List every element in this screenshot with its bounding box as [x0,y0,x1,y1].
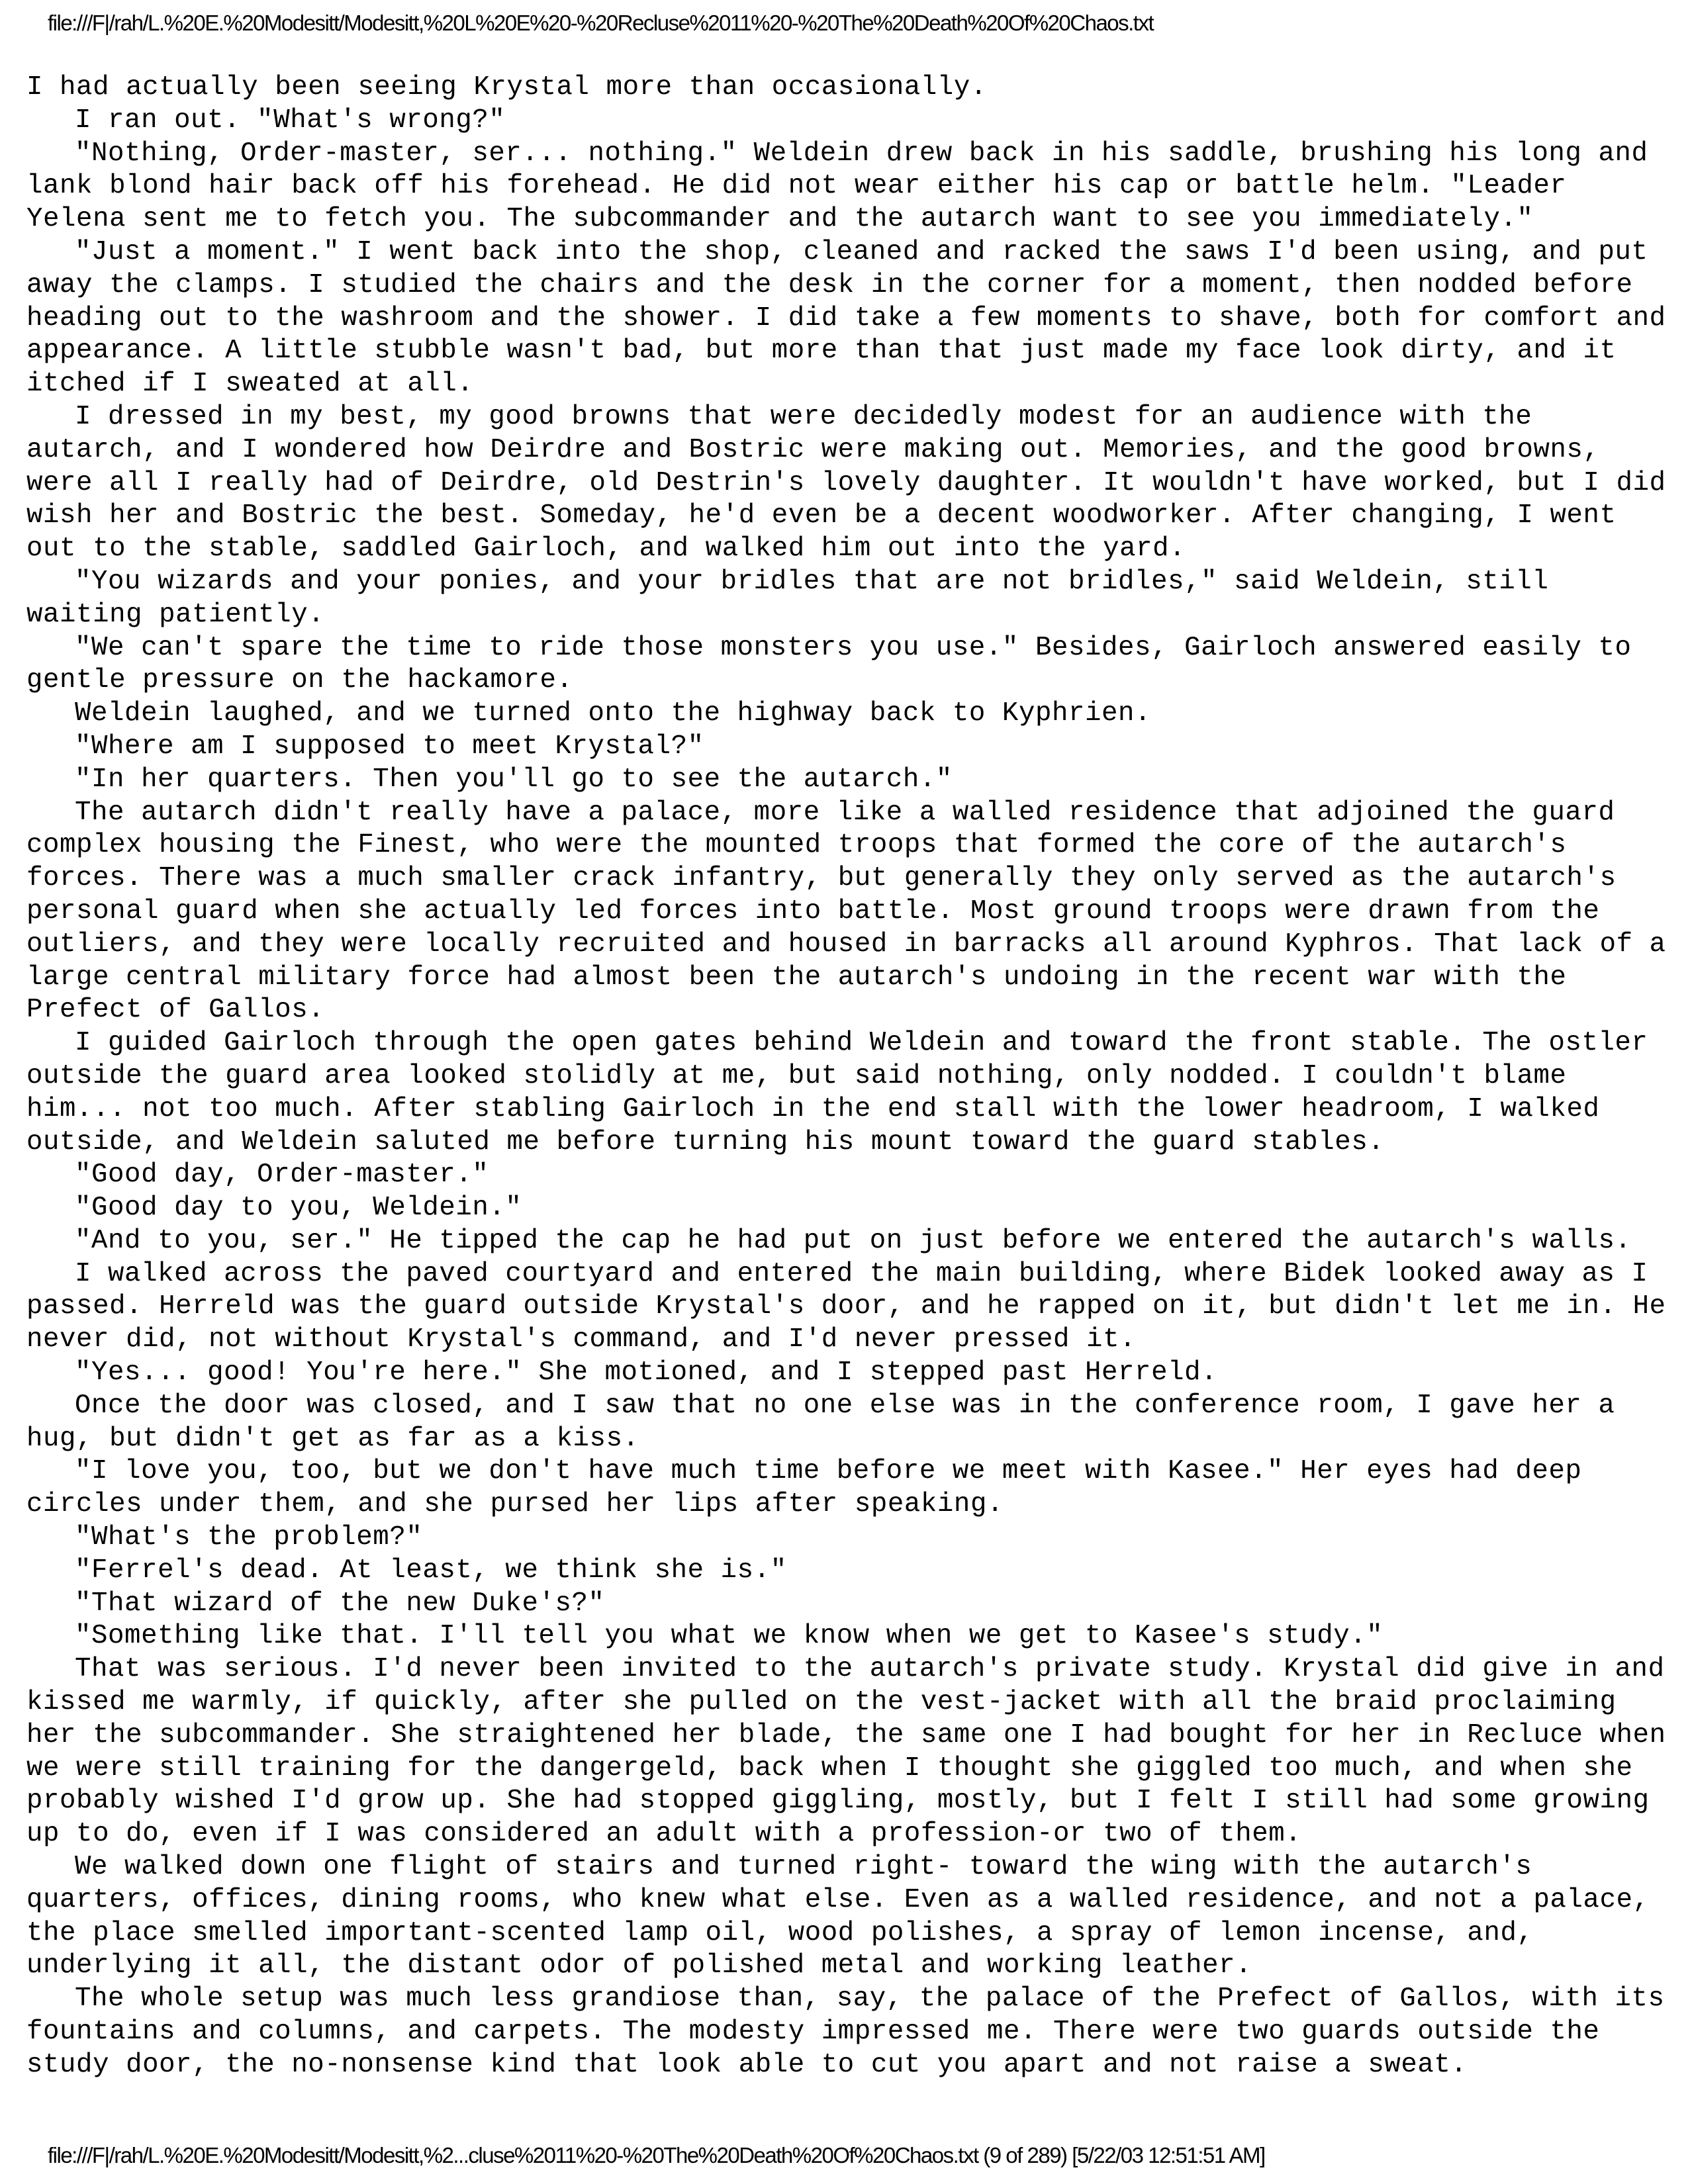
paragraph: The whole setup was much less grandiose than, say, the palace of the Prefect of Gallos, with its fountains and columns, and carpets. The modesty impressed me. There were two guards outside the study door, the no-nonsense kind that look able to cut you apart and not raise a sweat. [26,1983,1681,2080]
paragraph: "We can't spare the time to ride those monsters you use." Besides, Gairloch answered easily to gentle pressure on the hackamore. [26,632,1648,696]
page-footer-url: file:///F|/rah/L.%20E.%20Modesitt/Modesitt,%2...cluse%2011%20-%20The%20Death%20Of%20Chaos.txt (9 of 289) [5/22/03 12:51:51 AM] [48,2143,1265,2167]
paragraph: That was serious. I'd never been invited to the autarch's private study. Krystal did give in and kissed me warmly, if quickly, after she pulled on the vest-jacket with all the braid proclaiming her the subcommander. She straightened her blade, the same one I had bought for her in Recluce when we were still training for the dangergeld, back when I thought she giggled too much, and when she probably wished I'd grow up. She had stopped giggling, mostly, but I felt I still had some growing up to do, even if I was considered an adult with a profession-or two of them. [26,1654,1683,1850]
paragraph: "Just a moment." I went back into the shop, cleaned and racked the saws I'd been using, and put away the clamps. I studied the chairs and the desk in the corner for a moment, then nodded before heading out to the washroom and the shower. I did take a few moments to shave, both for comfort and appearance. A little stubble wasn't bad, but more than that just made my face look dirty, and it itched if I sweated at all. [26,236,1683,400]
paragraph: The autarch didn't really have a palace, more like a walled residence that adjoined the guard complex housing the Finest, who were the mounted troops that formed the core of the autarch's forces. There was a much smaller crack infantry, but generally they only served as the autarch's personal guard when she actually led forces into battle. Most ground troops were drawn from the outliers, and they were locally recruited and housed in barracks all around Kyphros. That lack of a large central military force had almost been the autarch's undoing in the recent war with the Prefect of Gallos. [26,797,1683,1026]
paragraph: "Good day, Order-master." [75,1160,489,1191]
paragraph: I walked across the paved courtyard and entered the main building, where Bidek looked away as I passed. Herreld was the guard outside Krystal's door, and he rapped on it, but didn't let me in. He never did, not without Krystal's command, and I'd never pressed it. [26,1258,1683,1355]
paragraph: "That wizard of the new Duke's?" [75,1588,605,1619]
paragraph: "You wizards and your ponies, and your bridles that are not bridles," said Weldein, still waiting patiently. [26,566,1566,630]
paragraph: "Where am I supposed to meet Krystal?" [75,731,704,762]
paragraph: I guided Gairloch through the open gates behind Weldein and toward the front stable. The ostler outside the guard area looked stolidly at me, but said nothing, only nodded. I couldn't blame him... not too much. After stabling Gairloch in the end stall with the lower headroom, I walked outside, and Weldein saluted me before turning his mount toward the guard stables. [26,1028,1665,1158]
paragraph: Weldein laughed, and we turned onto the highway back to Kyphrien. [75,698,1152,729]
paragraph: "Yes... good! You're here." She motioned, and I stepped past Herreld. [75,1357,1218,1388]
paragraph: We walked down one flight of stairs and turned right- toward the wing with the autarch's quarters, offices, dining rooms, who knew what else. Even as a walled residence, and not a palace, the place smelled important-scented lamp oil, wood polishes, a spray of lemon incense, and, underlying it all, the distant odor of polished metal and working leather. [26,1852,1666,1981]
paragraph: "Good day to you, Weldein." [75,1193,522,1224]
paragraph: Once the door was closed, and I saw that no one else was in the conference room, I gave her a hug, but didn't get as far as a kiss. [26,1390,1632,1454]
paragraph: I dressed in my best, my good browns that were decidedly modest for an audience with the autarch, and I wondered how Deirdre and Bostric were making out. Memories, and the good browns, were all I really had of Deirdre, old Destrin's lovely daughter. It wouldn't have worked, but I did wish her and Bostric the best. Someday, he'd even be a decent woodworker. After changing, I went out to the stable, saddled Gairloch, and walked him out into the yard. [26,401,1683,565]
paragraph: "Nothing, Order-master, ser... nothing." Weldein drew back in his saddle, brushing his long and lank blond hair back off his forehead. He did not wear either his cap or battle helm. "Leader Yelena sent me to fetch you. The subcommander and the autarch want to see you immediately." [26,138,1665,235]
paragraph: "I love you, too, but we don't have much time before we meet with Kasee." Her eyes had deep circles under them, and she pursed her lips after speaking. [26,1456,1599,1520]
paragraph: "Something like that. I'll tell you what we know when we get to Kasee's study." [75,1621,1383,1652]
paragraph: "And to you, ser." He tipped the cap he had put on just before we entered the autarch's walls. [75,1225,1632,1256]
paragraph: "In her quarters. Then you'll go to see the autarch." [75,764,953,795]
paragraph: "What's the problem?" [75,1522,423,1553]
paragraph: I ran out. "What's wrong?" [75,105,506,136]
paragraph: "Ferrel's dead. At least, we think she is." [75,1555,787,1586]
page-header-url: file:///F|/rah/L.%20E.%20Modesitt/Modesitt,%20L%20E%20-%20Recluse%2011%20-%20The%20Death%20Of%20Chaos.txt [48,11,1154,35]
document-body [26,71,1683,2082]
paragraph: I had actually been seeing Krystal more than occasionally. [26,72,987,103]
